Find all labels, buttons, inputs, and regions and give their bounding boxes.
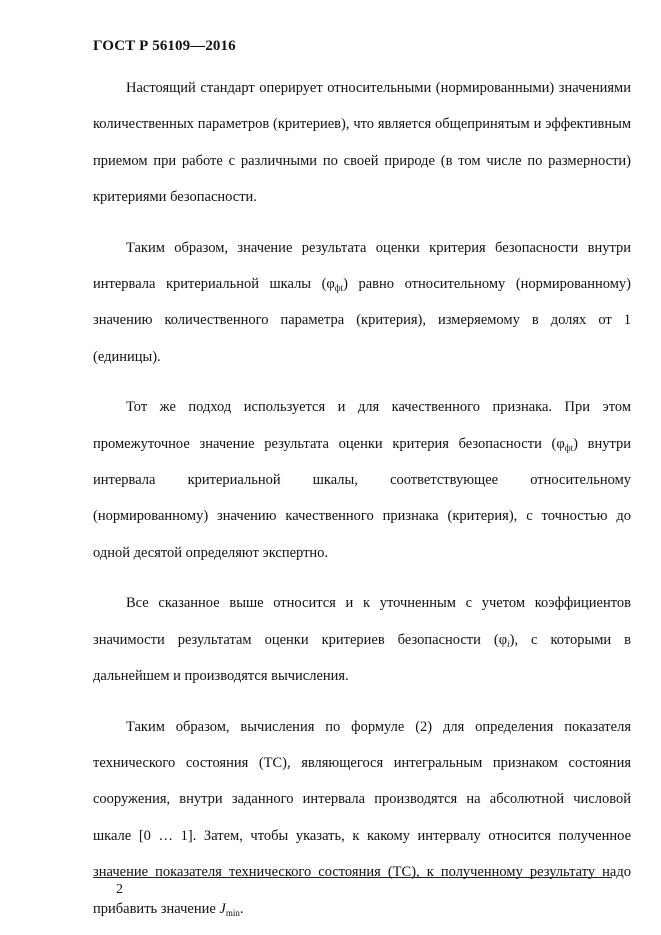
- paragraph-2: Таким образом, значение результата оценки критерия безопасности внутри интервала критериальной шкалы $(\varphi_{фt})$ равно относительному (нормированному) значению количественного параметра (критерия), измеряемому в долях от 1 (единицы).: [93, 239, 631, 365]
- paragraph-text: Настоящий стандарт оперирует относительными (нормированными) значениями количественных параметров (критериев), что является общепринятым и эффективным приемом при работе с различными по своей природе (в том числе по размерности) критериями безопасности.: [93, 80, 631, 206]
- paragraph-5: Таким образом, вычисления по формуле (2) для определения показателя технического состояния (ТС), являющегося интегральным признаком состояния сооружения, внутри заданного интервала производятся на абсолютной числовой шкале [0 … 1]. Затем, чтобы указать, к какому интервалу относится полученное значение показателя технического состояния (ТС), к полученному результату надо прибавить значение $J_{min}$.: [93, 718, 631, 918]
- subscript: фt: [564, 442, 574, 453]
- document-body: [93, 70, 631, 927]
- subscript: i: [507, 638, 510, 649]
- subscript: min: [225, 907, 240, 918]
- footer-divider: [93, 877, 612, 878]
- variable-j: J: [219, 900, 226, 917]
- subscript: фt: [334, 283, 344, 294]
- paragraph-4: Все сказанное выше относится и к уточненным с учетом коэффициентов значимости результатам оценки критериев безопасности $(\varphi_i)$, с которыми в дальнейшем и производятся вычисления.: [93, 595, 631, 685]
- document-header: ГОСТ Р 56109—2016: [93, 38, 236, 54]
- paragraph-1: [93, 70, 631, 216]
- page-number: 2: [116, 882, 123, 897]
- paragraph-3: Тот же подход используется и для качественного признака. При этом промежуточное значение результата оценки критерия безопасности $(\varphi_{фt})$ внутри интервала критериальной шкалы, соответствующее относительному (нормированному) значению качественного признака (критерия), с точностью до одной десятой определяют экспертно.: [93, 399, 631, 561]
